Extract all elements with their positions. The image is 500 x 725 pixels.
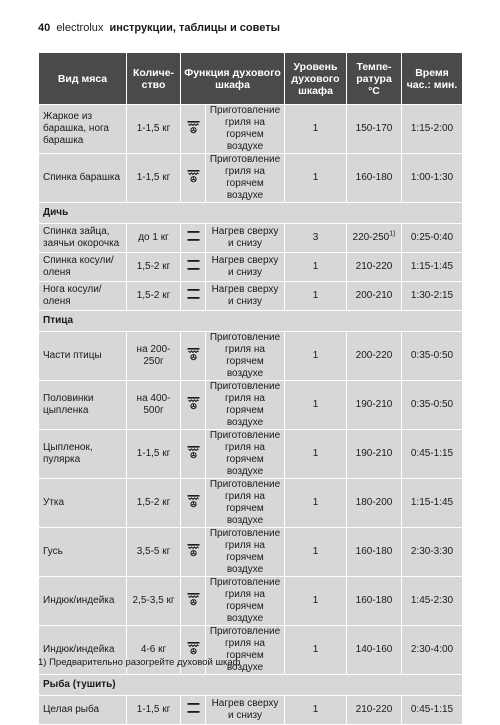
time-cell: 1:45-2:30: [402, 577, 463, 626]
table-row: [39, 577, 463, 626]
page-header: [38, 22, 280, 34]
function-icon-cell: [181, 696, 206, 725]
table-row: [39, 282, 463, 311]
table-row: [39, 154, 463, 203]
grill-fan-icon: [187, 169, 200, 187]
temperature-cell: [347, 626, 402, 675]
quantity-cell: на 200-250г: [127, 332, 181, 381]
footnote-marker: 1): [389, 230, 396, 238]
quantity-cell: 1-1,5 кг: [127, 696, 181, 725]
meat-name-cell: Гусь: [39, 528, 127, 577]
temperature-cell: [347, 381, 402, 430]
temperature-cell: [347, 430, 402, 479]
section-row: [39, 203, 463, 224]
function-cell: Нагрев сверху и снизу: [206, 253, 285, 282]
time-cell: 2:30-3:30: [402, 528, 463, 577]
quantity-cell: 1,5-2 кг: [127, 253, 181, 282]
function-cell: Приготовление гриля на горячем воздухе: [206, 577, 285, 626]
function-icon-cell: [181, 282, 206, 311]
function-icon-cell: [181, 105, 206, 154]
table-row: [39, 105, 463, 154]
temperature-cell: [347, 332, 402, 381]
grill-fan-icon: [187, 445, 200, 463]
quantity-cell: на 400-500г: [127, 381, 181, 430]
temperature-cell: [347, 528, 402, 577]
temperature-cell: [347, 224, 402, 253]
function-cell: Приготовление гриля на горячем воздухе: [206, 430, 285, 479]
meat-name-cell: Цыпленок, пулярка: [39, 430, 127, 479]
column-header-time: Время час.: мин.: [402, 53, 463, 105]
table-row: [39, 696, 463, 725]
function-icon-cell: [181, 479, 206, 528]
temperature-value: 180-200: [355, 497, 393, 508]
quantity-cell: до 1 кг: [127, 224, 181, 253]
brand-name: electrolux: [56, 22, 104, 34]
level-cell: 3: [285, 224, 347, 253]
function-icon-cell: [181, 528, 206, 577]
function-cell: Приготовление гриля на горячем воздухе: [206, 479, 285, 528]
temperature-value: 150-170: [355, 123, 393, 134]
quantity-cell: 2,5-3,5 кг: [127, 577, 181, 626]
temperature-value: 220-250: [352, 232, 390, 243]
top-bottom-heat-icon: [187, 287, 200, 305]
temperature-value: 160-180: [355, 546, 393, 557]
temperature-value: 200-220: [355, 350, 393, 361]
time-cell: 1:15-2:00: [402, 105, 463, 154]
top-bottom-heat-icon: [187, 701, 200, 719]
grill-fan-icon: [187, 396, 200, 414]
time-cell: 1:00-1:30: [402, 154, 463, 203]
function-cell: Нагрев сверху и снизу: [206, 282, 285, 311]
time-cell: 0:45-1:15: [402, 430, 463, 479]
meat-name-cell: Нога косули/ оленя: [39, 282, 127, 311]
column-header-level: Уровень духового шкафа: [285, 53, 347, 105]
column-header-function: Функция духового шкафа: [181, 53, 285, 105]
quantity-cell: 1,5-2 кг: [127, 479, 181, 528]
temperature-cell: [347, 154, 402, 203]
function-icon-cell: [181, 430, 206, 479]
grill-fan-icon: [187, 592, 200, 610]
temperature-cell: [347, 696, 402, 725]
function-icon-cell: [181, 154, 206, 203]
level-cell: 1: [285, 430, 347, 479]
time-cell: 0:35-0:50: [402, 332, 463, 381]
function-cell: Приготовление гриля на горячем воздухе: [206, 154, 285, 203]
function-icon-cell: [181, 224, 206, 253]
table-row: [39, 430, 463, 479]
quantity-cell: 1-1,5 кг: [127, 430, 181, 479]
time-cell: 0:35-0:50: [402, 381, 463, 430]
level-cell: 1: [285, 381, 347, 430]
meat-name-cell: Целая рыба: [39, 696, 127, 725]
section-row: [39, 675, 463, 696]
grill-fan-icon: [187, 494, 200, 512]
meat-name-cell: Половинки цыпленка: [39, 381, 127, 430]
quantity-cell: 1-1,5 кг: [127, 154, 181, 203]
table-row: [39, 332, 463, 381]
top-bottom-heat-icon: [187, 258, 200, 276]
function-cell: Приготовление гриля на горячем воздухе: [206, 528, 285, 577]
level-cell: 1: [285, 528, 347, 577]
function-cell: Приготовление гриля на горячем воздухе: [206, 105, 285, 154]
time-cell: 1:30-2:15: [402, 282, 463, 311]
temperature-value: 200-210: [355, 290, 393, 301]
table-row: [39, 479, 463, 528]
temperature-cell: [347, 479, 402, 528]
table-row: [39, 224, 463, 253]
meat-name-cell: Спинка барашка: [39, 154, 127, 203]
grill-fan-icon: [187, 347, 200, 365]
table-row: [39, 381, 463, 430]
level-cell: 1: [285, 282, 347, 311]
meat-name-cell: Спинка зайца, заячьи окорочка: [39, 224, 127, 253]
meat-name-cell: Утка: [39, 479, 127, 528]
section-row: [39, 311, 463, 332]
temperature-value: 210-220: [355, 704, 393, 715]
function-cell: Приготовление гриля на горячем воздухе: [206, 626, 285, 675]
function-cell: Приготовление гриля на горячем воздухе: [206, 332, 285, 381]
function-icon-cell: [181, 253, 206, 282]
temperature-value: 190-210: [355, 448, 393, 459]
meat-name-cell: Индюк/индейка: [39, 577, 127, 626]
meat-name-cell: Индюк/индейка: [39, 626, 127, 675]
top-bottom-heat-icon: [187, 229, 200, 247]
table-body: [39, 105, 463, 725]
meat-name-cell: Спинка косули/ оленя: [39, 253, 127, 282]
function-icon-cell: [181, 332, 206, 381]
table-row: [39, 253, 463, 282]
temperature-cell: [347, 282, 402, 311]
level-cell: 1: [285, 154, 347, 203]
function-cell: Нагрев сверху и снизу: [206, 224, 285, 253]
time-cell: 2:30-4:00: [402, 626, 463, 675]
time-cell: 1:15-1:45: [402, 479, 463, 528]
page-number: 40: [38, 22, 51, 34]
section-title: Рыба (тушить): [39, 675, 463, 696]
quantity-cell: 3,5-5 кг: [127, 528, 181, 577]
level-cell: 1: [285, 626, 347, 675]
table-header-row: [39, 53, 463, 105]
section-title: Дичь: [39, 203, 463, 224]
cooking-table: [38, 52, 463, 725]
temperature-value: 190-210: [355, 399, 393, 410]
column-header-meat: Вид мяса: [39, 53, 127, 105]
meat-name-cell: Жаркое из барашка, нога барашка: [39, 105, 127, 154]
grill-fan-icon: [187, 120, 200, 138]
time-cell: 1:15-1:45: [402, 253, 463, 282]
temperature-value: 160-180: [355, 172, 393, 183]
time-cell: 0:25-0:40: [402, 224, 463, 253]
function-icon-cell: [181, 381, 206, 430]
temperature-cell: [347, 105, 402, 154]
temperature-value: 160-180: [355, 595, 393, 606]
temperature-cell: [347, 577, 402, 626]
section-title: Птица: [39, 311, 463, 332]
level-cell: 1: [285, 696, 347, 725]
temperature-value: 140-160: [355, 644, 393, 655]
quantity-cell: 1,5-2 кг: [127, 282, 181, 311]
column-header-quantity: Количе-ство: [127, 53, 181, 105]
level-cell: 1: [285, 577, 347, 626]
quantity-cell: 4-6 кг: [127, 626, 181, 675]
temperature-value: 210-220: [355, 261, 393, 272]
function-cell: Приготовление гриля на горячем воздухе: [206, 381, 285, 430]
quantity-cell: 1-1,5 кг: [127, 105, 181, 154]
function-icon-cell: [181, 577, 206, 626]
level-cell: 1: [285, 479, 347, 528]
header-title: инструкции, таблицы и советы: [109, 22, 280, 34]
function-cell: Нагрев сверху и снизу: [206, 696, 285, 725]
level-cell: 1: [285, 105, 347, 154]
footnote: 1) Предварительно разогрейте духовой шкаф: [38, 657, 241, 668]
temperature-cell: [347, 253, 402, 282]
time-cell: 0:45-1:15: [402, 696, 463, 725]
table-row: [39, 528, 463, 577]
column-header-temperature: Темпе-ратура °C: [347, 53, 402, 105]
meat-name-cell: Части птицы: [39, 332, 127, 381]
level-cell: 1: [285, 253, 347, 282]
grill-fan-icon: [187, 543, 200, 561]
level-cell: 1: [285, 332, 347, 381]
